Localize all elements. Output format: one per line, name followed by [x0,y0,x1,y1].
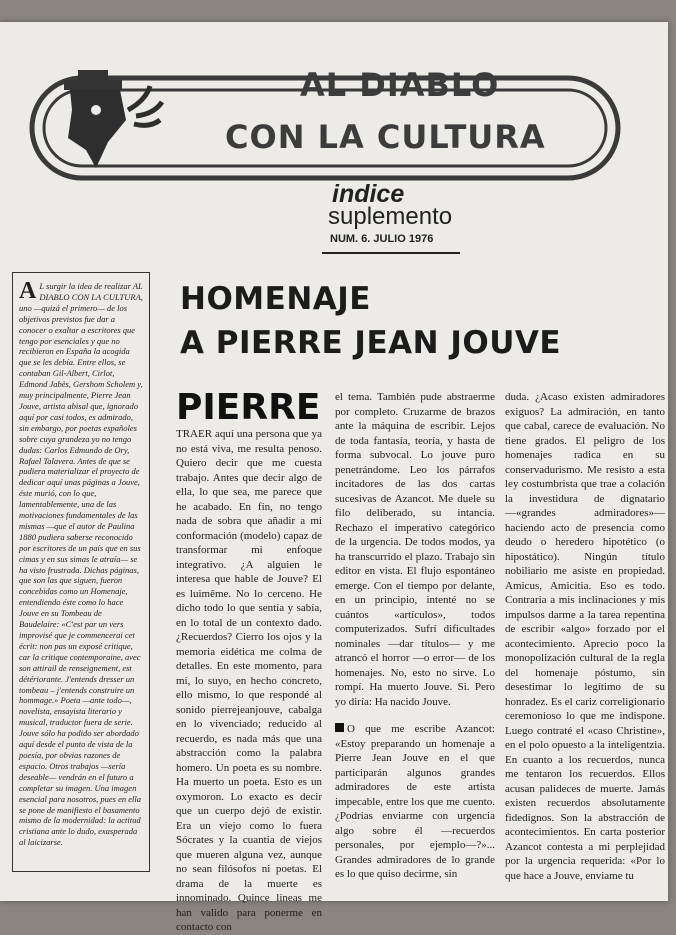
banner-title-line2: CON LA CULTURA [225,118,546,156]
masthead-name: indice [332,180,405,208]
intro-sidebar [12,272,150,872]
magazine-page [0,22,668,933]
masthead-sub: suplemento [328,203,453,230]
section-title: PIERRE [176,387,321,428]
article-column-2 [335,390,495,710]
article-column-1 [176,427,322,933]
article-column-2-lower [335,722,495,880]
issue-date: NUM. 6. JULIO 1976 [330,233,434,245]
headline-line1: HOMENAJE [180,281,371,317]
section-marker-icon [335,723,344,732]
sidebar-dropcap: A [19,278,37,304]
column-2-text: el tema. También pude abstraerme por completo. Cruzarme de brazos ante la máquina de escribir. Lejos de toda fantasía, teoría, y hasta de forma subvocal. Lo jouve puro penetrándome. Leo los párrafos incitadores de las dos cartas sucesivas de Azancot. Me duele su filo deliberado, su intancia. Rechazo el imperativo categórico de la urgencia. De todos modos, ya ha transcurrido el plazo. Trabajo sin editor en vista. El flujo espontáneo emerge. Con el tiempo por delante, en un principio, intenté no se cuántos «artículos», todos computerizados. Sufrí dificultades nominales —dar títulos— y me atrancó el horror —o error— de los homenajes. No, esto no sirve. Lo rompí. Ha muerto Jouve. Si. Pero yo diría: Ha nacido Jouve. [335,391,495,708]
supplement-masthead [322,180,460,254]
column-3-text: duda. ¿Acaso existen admiradores exiguos? La admiración, en tanto que cabal, carece de evaluación. No tiene grados. El peligro de los homenajes radica en su conservadurismo. Me resisto a esta ley costumbrista que trae a colación la investidura de dignatario —«grandes admiradores»— haciendo acto de presencia como deudo o heredero hipotético (o hipostático). Ningún título nobiliario me asiste en propiedad. Amicus, Amicitia. Eso es todo. Contraria a mis inclinaciones y mis impulsos darme a la tarea repentina de escribir «algo» forzado por el acontecimiento. Aprecio poco la monopolización cultural de la regla del homenaje póstumo, sin desestimar lo legítimo de su honradez. Es el cariz correligionario ceremonioso lo que me indispone. Luego contraté el «caso Christine», en el polo opuesto a la inteligentzia. En cuanto a los recuerdos, nunca me tentaron los recuerdos. Ellos acusan palideces de muerte. Jamás existen recuerdos absolutamente fidedignos. Son la abstracción de acontecimientos. En carta posterior Azancot contesta a mi perplejidad por la urgencia requerida: «Por lo que hace a Jouve, enviame tu [505,391,665,882]
devil-mascot-icon [64,70,162,168]
article-headline [180,277,561,365]
banner-title-line1: AL DIABLO [300,66,500,104]
article-column-3 [505,390,665,880]
column-1-text: TRAER aquí una persona que ya no está viva, me resulta penoso. Quiero decir que me cuesta trabajo. Antes que decir algo de ella, lo que sea, me parece que he acabado. En fin, no tengo nada de sobra que añadir a mi conformación (modelo) capaz de transformar mi enfoque integrativo. ¿A alguien le interesa que hable de Jouve? El es luimême. No lo cerceno. He dicho todo lo que sentía y sabía, en lo total de un contexto dado. ¿Recuerdos? Cierro los ojos y la memoria eidética me colma de detalles. En este momento, para mí, lo suyo, en hecho concreto, ello mismo, lo que respondé al sonido pierrejeanjouve, cabalga en lo vivenciado; reducido al recuerdo, es nada más que una abstracción como la palabra homero. Un poeta es su nombre. Ha muerto un poeta. Esto es un oxymoron. Lo exacto es decir que un cuerpo dejó de existir. Era un viejo como lo fuera Sócrates y la cuantía de viejos que mueren alguna vez, aunque no sean filósofos ni poetas. El drama de la muerte es innominado. Quince líneas me han valido para ponerme en contacto con [176,428,322,933]
column-2-lower-text: O que me escribe Azancot: «Estoy preparando un homenaje a Pierre Jean Jouve en el que participarán algunos grandes admiradores de este artista impecable, entre los que me cuento. ¿Podrías enviarme con urgencia algo sobre él —recuerdos personales, por ejemplo—?»... Grandes admiradores de lo grande es lo que quiso decirme, sin [335,723,495,880]
sidebar-text: L surgir la idea de realizar AL DIABLO CON LA CULTURA, uno —quizá el primero— de los objetivos previstos fue dar a conocer o exaltar a escritores que tengo por esenciales y que no recibieron en España la acogida que se les debía. Entre ellos, se contaban Gil-Albert, Cirlot, Edmond Jabès, Gershom Scholem y, muy principalmente, Pierre Jean Jouve, artista abisal que, ignorado aquí por casi todos, es admirado, sin embargo, por poetas españoles sobre cuya grandeza yo no tengo dudas: Carlos Edmundo de Ory, Rafael Talavera. Antes de que se pudiera materializar el proyecto de dedicar aquí unas páginas a Jouve, éste murió, con lo que, lamentablemente, una de las motivaciones fundamentales de las mismas —que el autor de Paulina 1880 pudiera saberse reconocido por escritores de un país que en sus cimas y en sus simas le atraía— se ha visto frustrada. Dichas páginas, que son las que siguen, fueron concebidas como un Homenaje, entendiendo éste como lo hace Jouve en su Tombeau de Baudelaire: «C'est par un vers improvisé que je commencerai cet écrit: non pas un exposé critique, car la critique contemporaine, avec son attirail de renseignement, est détériorante. J'entends dresser un tombeau – j'entends construire un hommage.» Poeta —ante todo—, novelista, ensayista literario y musical, traductor fuera de serie. Jouve sólo ha podido ser abordado aquí desde el punto de vista de la poesía, por obvias razones de espacio. Otros trabajos —sería deseable— vendrán en el futuro a completar su imagen. Una imagen esencial para nosotros, pues en ella se pone de manifiesto el basamento mismo de la modernidad: la actitud cristiana ante lo dudo, exasperada al laicizarse. [19,281,143,848]
headline-line2: A PIERRE JEAN JOUVE [180,325,562,361]
